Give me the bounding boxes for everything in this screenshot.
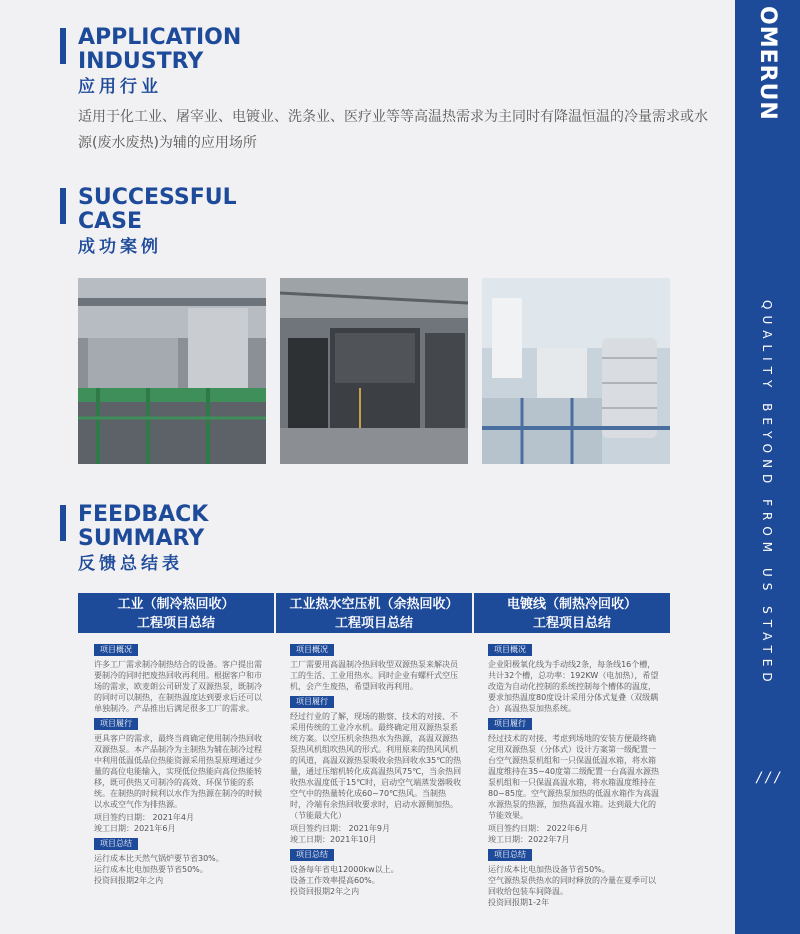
project-dates: 项目签约日期： 2021年9月 竣工日期：2021年10月 [290, 824, 390, 844]
column-title: 电镀线（制热冷回收） [506, 597, 637, 612]
case-photos [78, 278, 670, 464]
application-description: 适用于化工业、屠宰业、电镀业、洗条业、医疗业等等高温热需求为主同时有降温恒温的冷量需求或水源(废水废热)为辅的应用场所 [78, 109, 708, 151]
case-photo-rooftop-tanks [482, 278, 670, 464]
column-header-3 [474, 593, 670, 633]
case-photo-heat-pump-units [280, 278, 468, 464]
label-summary: 项目总结 [290, 849, 334, 861]
label-summary: 项目总结 [94, 838, 138, 850]
project-dates: 项目签约日期： 2021年4月 竣工日期：2021年6月 [94, 813, 194, 833]
feedback-title-en: FEEDBACK SUMMARY [78, 502, 209, 551]
overview-text: 许多工厂需求制冷制热结合的设备。客户提出需要制冷的同时把废热回收再利用。根据客户和市场的需求，欧麦朗公司研发了双源热泵，既制冷的同时可以制热，在制热温度达到要求后还可以单独制冷。产品推出后满足很多工厂的需求。 [94, 660, 262, 713]
heading-bar [60, 188, 66, 224]
execution-text: 更具客户的需求，最终当商确定使用制冷热回收双源热泵。本产品制冷为主制热为辅在制冷过程中利用低温低品位热能资源采用热泵原理通过少量的高位电能输入，实现低位热能向高位热能转移，既可供热又可制冷的高效、环保节能的系统。在制热的时候利以水作为热源在制冷的时候以水或空气作为排热源。 [94, 734, 262, 809]
label-overview: 项目概况 [290, 644, 334, 656]
summary-text: 运行成本比电加热设备节省50%。 空气源热泵供热水的同时释放的冷量在夏季可以回收给包装车间降温。 投资回报期1-2年 [488, 865, 656, 907]
column-header-2 [276, 593, 472, 633]
feedback-heading [78, 503, 208, 575]
brand-tagline: QUALITY BEYOND FROM US STATED [760, 300, 774, 688]
column-subtitle: 工程项目总结 [532, 616, 611, 631]
overview-text: 企业阳极氧化线为手动线2条，每条线16个槽，共计32个槽，总功率：192KW（电加热），希望改造为自动化控制的系统控制每个槽体的温度，要求加热温度80度设计采用分体式复叠（双级耦合）高温热泵加热系统。 [488, 660, 659, 713]
label-execution: 项目履行 [94, 718, 138, 730]
case-title-cn: 成功案例 [78, 237, 162, 257]
summary-text: 运行成本比天然气锅炉要节省30%。 运行成本比电加热要节省50%。 投资回报期2年之内 [94, 854, 224, 885]
label-summary: 项目总结 [488, 849, 532, 861]
summary-column-2 [290, 642, 462, 899]
summary-column-3 [488, 642, 660, 910]
application-title-en: APPLICATION INDUSTRY [78, 25, 242, 74]
project-dates: 项目签约日期： 2022年6月 竣工日期：2022年7月 [488, 824, 588, 844]
heading-bar [60, 28, 66, 64]
execution-text: 经过技术的对接、考虑到场地的安装方便最终确定用双源热泵（分体式）设计方案第一级配置一台空气源热泵机组和一只保温低温水箱，将水箱温度维持在35~40度第二级配置一台高温水源热泵机组和一只保温高温水箱，将水箱温度维持在80~85度。空气源热泵加热的低温水箱作为高温水源热泵的热源，加热高温水箱。达到最大化的节能效果。 [488, 734, 660, 820]
label-execution: 项目履行 [488, 718, 532, 730]
feedback-title-cn: 反馈总结表 [78, 554, 183, 574]
summary-text: 设备每年省电12000kw以上。 设备工作效率提高60%。 投资回报期2年之内 [290, 865, 399, 896]
case-title-en: SUCCESSFUL CASE [78, 185, 237, 234]
overview-text: 工厂需要用高温制冷热回收型双源热泵来解决员工的生活、工业用热水。同时企业有螺杆式空压机，会产生废热，希望回收再利用。 [290, 660, 458, 691]
case-photo-factory-platform [78, 278, 266, 464]
column-subtitle: 工程项目总结 [334, 616, 413, 631]
column-header-1 [78, 593, 274, 633]
execution-text: 经过行业的了解，现场的勘察、技术的对接、不采用传统的工业冷水机。最终确定用双源热泵系统方案。以空压机余热热水为热源，高温双源热泵热风机组吹热风的形式。利用原来的热风风机的风道，高温双源热泵吸收余热回收水35℃的热量，通过压缩机转化成高温热风75℃，当余热回收热水温度低于15℃时，启动空气端蒸发器吸收空气中的热量转化成60~70℃热风。当制热时，冷端有余热回收要求时，启动水源侧加热。（节能最大化） [290, 712, 462, 820]
label-overview: 项目概况 [94, 644, 138, 656]
heading-bar [60, 505, 66, 541]
column-subtitle: 工程项目总结 [136, 616, 215, 631]
column-title: 工业（制冷热回收） [117, 597, 235, 612]
application-title-cn: 应用行业 [78, 77, 162, 97]
case-heading [78, 186, 237, 258]
label-overview: 项目概况 [488, 644, 532, 656]
summary-column-1 [94, 642, 266, 888]
label-execution: 项目履行 [290, 696, 334, 708]
slash-decoration: / / / [756, 770, 780, 786]
brand-sidebar [735, 0, 800, 934]
column-title: 工业热水空压机（余热回收） [289, 597, 459, 612]
application-heading [78, 26, 241, 98]
brand-name: OMERUN [755, 6, 780, 121]
